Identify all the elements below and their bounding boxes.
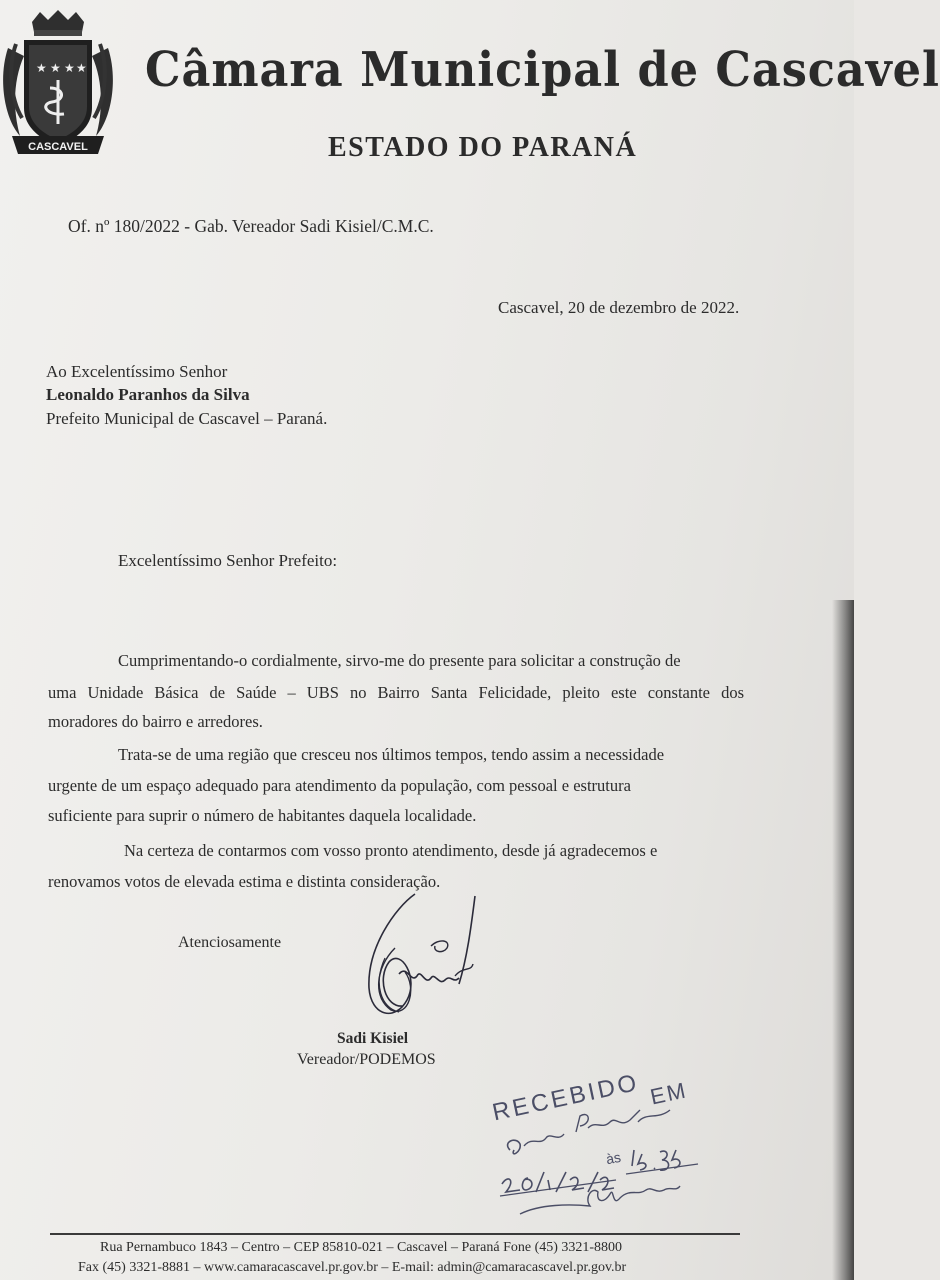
received-stamp-em: EM — [648, 1077, 690, 1110]
letter-greeting: Excelentíssimo Senhor Prefeito: — [118, 551, 338, 570]
paragraph-2-line-3: suficiente para suprir o número de habitantes daquela localidade. — [48, 806, 477, 825]
page-edge-shadow — [832, 600, 854, 1280]
handwritten-signature — [355, 888, 495, 1028]
closing: Atenciosamente — [178, 934, 282, 951]
received-stamp-as: às — [604, 1148, 623, 1168]
svg-text:★: ★ — [36, 61, 47, 75]
svg-text:CASCAVEL: CASCAVEL — [28, 141, 88, 153]
svg-text:★: ★ — [64, 61, 75, 75]
footer-contact: Fax (45) 3321-8881 – www.camaracascavel.pr.gov.br – E-mail: admin@camaracascavel.pr.gov.br — [78, 1260, 627, 1275]
state-subtitle: ESTADO DO PARANÁ — [328, 132, 638, 163]
received-stamp-label: RECEBIDO — [490, 1068, 642, 1127]
svg-text:★: ★ — [76, 61, 87, 75]
paragraph-1-line-3: moradores do bairro e arredores. — [48, 712, 263, 731]
municipal-crest-logo — [2, 8, 114, 158]
paragraph-1-line-2: uma Unidade Básica de Saúde – UBS no Bairro Santa Felicidade, pleito este constante dos — [48, 683, 744, 702]
recipient-salutation: Ao Excelentíssimo Senhor — [46, 362, 228, 381]
signer-name: Sadi Kisiel — [337, 1030, 409, 1047]
date-line: Cascavel, 20 de dezembro de 2022. — [498, 298, 740, 317]
paragraph-1-line-1: Cumprimentando-o cordialmente, sirvo-me do presente para solicitar a construção de — [118, 651, 681, 670]
signer-role: Vereador/PODEMOS — [297, 1051, 436, 1068]
recipient-title: Prefeito Municipal de Cascavel – Paraná. — [46, 409, 328, 428]
footer-address: Rua Pernambuco 1843 – Centro – CEP 85810-021 – Cascavel – Paraná Fone (45) 3321-8800 — [100, 1240, 623, 1255]
recipient-name: Leonaldo Paranhos da Silva — [46, 385, 250, 404]
svg-text:★: ★ — [50, 61, 61, 75]
institution-title: Câmara Municipal de Cascavel — [145, 42, 940, 98]
footer-divider — [50, 1233, 740, 1235]
paragraph-3-line-1: Na certeza de contarmos com vosso pronto atendimento, desde já agradecemos e — [124, 841, 658, 860]
paragraph-2-line-2: urgente de um espaço adequado para atendimento da população, com pessoal e estrutura — [48, 776, 631, 795]
office-reference: Of. nº 180/2022 - Gab. Vereador Sadi Kisiel/C.M.C. — [68, 216, 434, 236]
receipt-stamp-handwriting — [480, 1080, 710, 1220]
paragraph-2-line-1: Trata-se de uma região que cresceu nos últimos tempos, tendo assim a necessidade — [118, 745, 665, 764]
paragraph-3-line-2: renovamos votos de elevada estima e distinta consideração. — [48, 872, 441, 891]
